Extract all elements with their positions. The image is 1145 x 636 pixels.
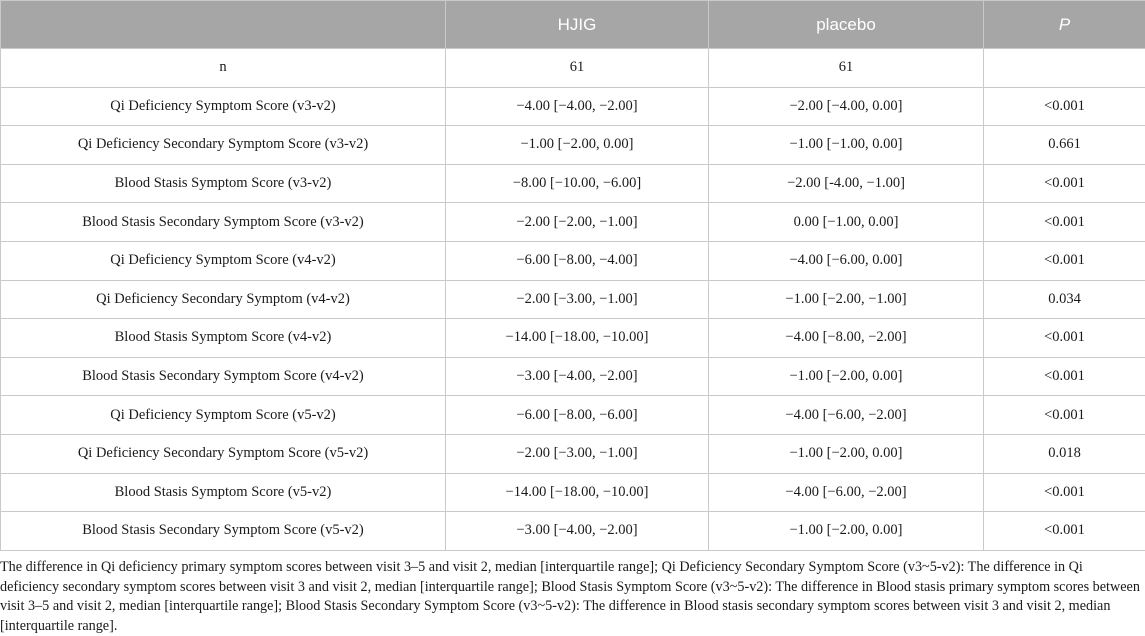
- table-row: [1, 126, 1145, 165]
- p-value: <0.001: [984, 203, 1145, 242]
- table-row: [1, 512, 1145, 551]
- hjig-value: −4.00 [−4.00, −2.00]: [446, 87, 709, 126]
- row-label: n: [1, 49, 446, 88]
- row-label: Blood Stasis Symptom Score (v5-v2): [1, 473, 446, 512]
- p-value: <0.001: [984, 473, 1145, 512]
- header-row: [1, 1, 1145, 49]
- p-value: <0.001: [984, 87, 1145, 126]
- placebo-value: −4.00 [−6.00, 0.00]: [709, 241, 984, 280]
- placebo-value: −1.00 [−2.00, 0.00]: [709, 512, 984, 551]
- table-body: [1, 49, 1145, 551]
- hjig-value: −3.00 [−4.00, −2.00]: [446, 512, 709, 551]
- row-label: Qi Deficiency Symptom Score (v3-v2): [1, 87, 446, 126]
- placebo-value: −2.00 [−4.00, 0.00]: [709, 87, 984, 126]
- row-label: Qi Deficiency Secondary Symptom Score (v5-v2): [1, 434, 446, 473]
- table-row: [1, 357, 1145, 396]
- table-row: [1, 241, 1145, 280]
- placebo-value: −1.00 [−2.00, 0.00]: [709, 434, 984, 473]
- row-label: Qi Deficiency Secondary Symptom Score (v3-v2): [1, 126, 446, 165]
- row-label: Blood Stasis Symptom Score (v3-v2): [1, 164, 446, 203]
- row-label: Blood Stasis Symptom Score (v4-v2): [1, 319, 446, 358]
- table-footnote: The difference in Qi deficiency primary symptom scores between visit 3–5 and visit 2, median [interquartile range]; Qi Deficiency Secondary Symptom Score (v3~5-v2): The difference in Qi deficiency secondary symptom scores between visit 3 and visit 2, median [interquartile range]; Blood Stasis Symptom Score (v3~5-v2): The difference in Blood stasis primary symptom scores between visit 3–5 and visit 2, median [interquartile range]; Blood Stasis Secondary Symptom Score (v3~5-v2): The difference in Blood stasis secondary symptom scores between visit 3 and visit 2, median [interquartile range].: [0, 558, 1140, 636]
- hjig-value: −6.00 [−8.00, −6.00]: [446, 396, 709, 435]
- hjig-value: −8.00 [−10.00, −6.00]: [446, 164, 709, 203]
- p-value: <0.001: [984, 319, 1145, 358]
- header-placebo: placebo: [709, 1, 984, 49]
- hjig-value: −2.00 [−2.00, −1.00]: [446, 203, 709, 242]
- p-value: <0.001: [984, 396, 1145, 435]
- table-row: [1, 280, 1145, 319]
- p-value: 0.034: [984, 280, 1145, 319]
- hjig-value: −2.00 [−3.00, −1.00]: [446, 434, 709, 473]
- hjig-value: −3.00 [−4.00, −2.00]: [446, 357, 709, 396]
- hjig-value: −14.00 [−18.00, −10.00]: [446, 473, 709, 512]
- table-row: [1, 473, 1145, 512]
- table-row: [1, 434, 1145, 473]
- row-label: Blood Stasis Secondary Symptom Score (v4-v2): [1, 357, 446, 396]
- row-label: Qi Deficiency Symptom Score (v5-v2): [1, 396, 446, 435]
- hjig-value: −2.00 [−3.00, −1.00]: [446, 280, 709, 319]
- placebo-value: −2.00 [-4.00, −1.00]: [709, 164, 984, 203]
- p-value: <0.001: [984, 512, 1145, 551]
- row-label: Blood Stasis Secondary Symptom Score (v5-v2): [1, 512, 446, 551]
- hjig-value: −14.00 [−18.00, −10.00]: [446, 319, 709, 358]
- placebo-value: −4.00 [−8.00, −2.00]: [709, 319, 984, 358]
- table-row: [1, 319, 1145, 358]
- table-row: [1, 87, 1145, 126]
- placebo-value: −1.00 [−2.00, 0.00]: [709, 357, 984, 396]
- row-label: Qi Deficiency Symptom Score (v4-v2): [1, 241, 446, 280]
- p-value: 0.661: [984, 126, 1145, 165]
- row-label: Blood Stasis Secondary Symptom Score (v3-v2): [1, 203, 446, 242]
- row-label: Qi Deficiency Secondary Symptom (v4-v2): [1, 280, 446, 319]
- hjig-value: −6.00 [−8.00, −4.00]: [446, 241, 709, 280]
- placebo-value: −4.00 [−6.00, −2.00]: [709, 396, 984, 435]
- placebo-value: −4.00 [−6.00, −2.00]: [709, 473, 984, 512]
- p-value: <0.001: [984, 164, 1145, 203]
- placebo-value: 0.00 [−1.00, 0.00]: [709, 203, 984, 242]
- hjig-value: −1.00 [−2.00, 0.00]: [446, 126, 709, 165]
- header-hjig: HJIG: [446, 1, 709, 49]
- header-p-value: P: [984, 1, 1145, 49]
- table-row: [1, 396, 1145, 435]
- p-value: 0.018: [984, 434, 1145, 473]
- table-row: [1, 203, 1145, 242]
- placebo-value: −1.00 [−2.00, −1.00]: [709, 280, 984, 319]
- p-value: <0.001: [984, 241, 1145, 280]
- p-value: <0.001: [984, 357, 1145, 396]
- table-row: [1, 49, 1145, 88]
- header-label-col: [1, 1, 446, 49]
- table-row: [1, 164, 1145, 203]
- placebo-value: 61: [709, 49, 984, 88]
- placebo-value: −1.00 [−1.00, 0.00]: [709, 126, 984, 165]
- hjig-value: 61: [446, 49, 709, 88]
- p-value: [984, 49, 1145, 88]
